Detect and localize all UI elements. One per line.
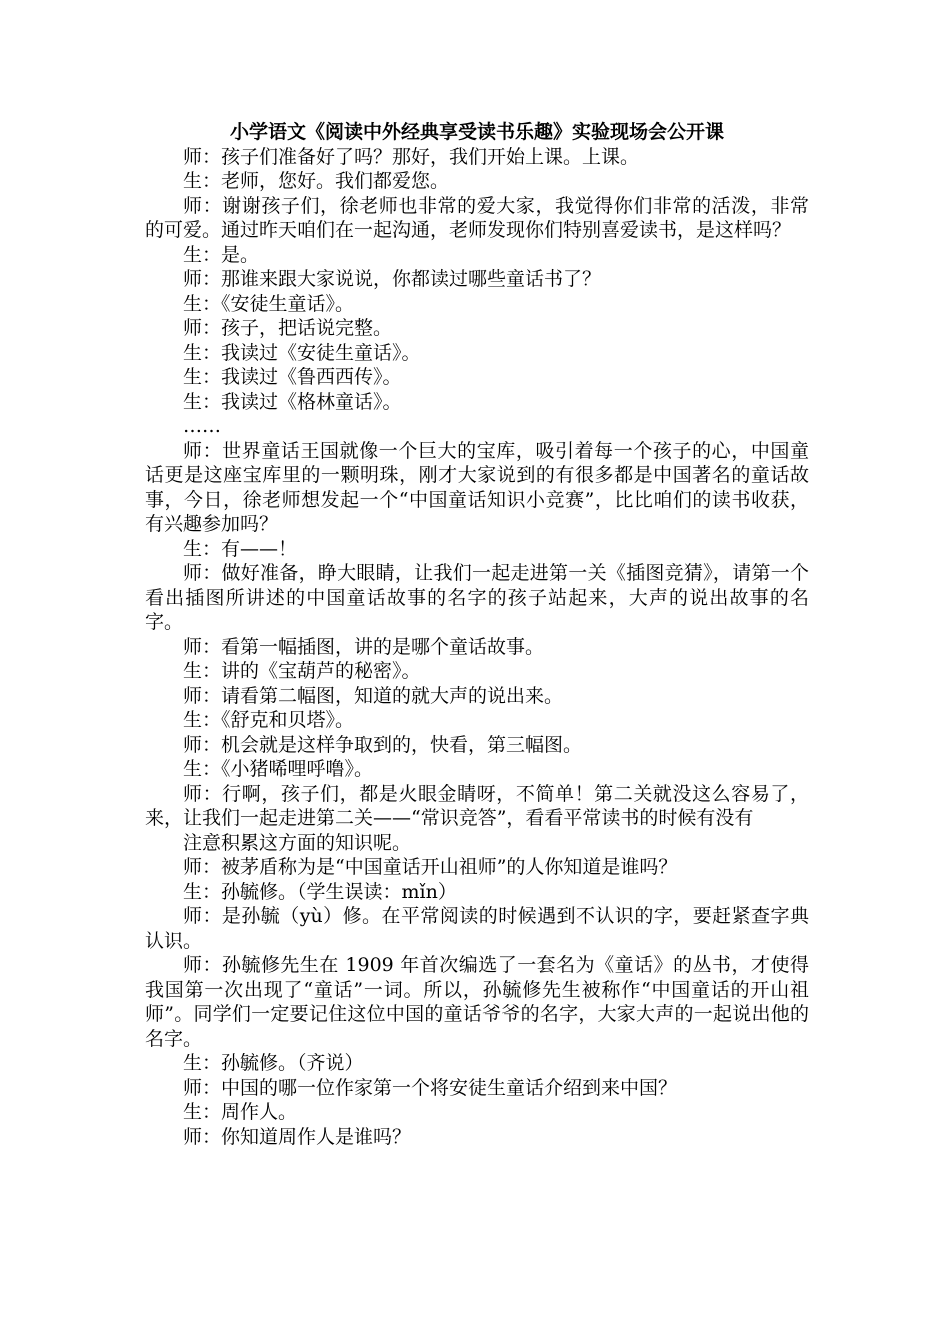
paragraph: 生：有——！ <box>183 537 298 560</box>
paragraph: 生：周作人。 <box>183 1101 298 1123</box>
paragraph: 生：《安徒生童话》。 <box>183 292 355 315</box>
document-title: 小学语文《阅读中外经典享受读书乐趣》实验现场会公开课 <box>229 121 724 143</box>
document-page <box>145 120 809 1149</box>
paragraph: 师：看第一幅插图，讲的是哪个童话故事。 <box>183 635 545 658</box>
paragraph: 生：是。 <box>183 243 260 266</box>
paragraph: 师：行啊，孩子们，都是火眼金睛呀，不简单！第二关就没这么容易了，来，让我们一起走进第二关——“常识竞答”，看看平常读书的时候有没有 <box>145 782 809 829</box>
paragraph: 师：那谁来跟大家说说，你都读过哪些童话书了？ <box>183 268 602 290</box>
paragraph: 生：我读过《格林童话》。 <box>183 390 402 413</box>
paragraph: 师：你知道周作人是谁吗？ <box>183 1125 412 1148</box>
paragraph: 师：孩子们准备好了吗？那好，我们开始上课。上课。 <box>183 145 640 168</box>
paragraph: 师：谢谢孩子们，徐老师也非常的爱大家，我觉得你们非常的活泼，非常的可爱。通过昨天咱们在一起沟通，老师发现你们特别喜爱读书，是这样吗？ <box>145 194 809 241</box>
paragraph: 师：中国的哪一位作家第一个将安徒生童话介绍到来中国？ <box>183 1076 678 1099</box>
paragraph: 生：孙毓修。（学生误读：mǐn） <box>183 880 457 903</box>
paragraph: 生：《舒克和贝塔》。 <box>183 709 355 731</box>
paragraph: 师：世界童话王国就像一个巨大的宝库，吸引着每一个孩子的心，中国童话更是这座宝库里的一颗明珠，刚才大家说到的有很多都是中国著名的童话故事，今日，徐老师想发起一个“中国童话知识小竞赛”，比比咱们的读书收获，有兴趣参加吗？ <box>145 439 809 535</box>
paragraph: 生：讲的《宝葫芦的秘密》。 <box>183 660 421 682</box>
paragraph: 生：我读过《安徒生童话》。 <box>183 341 421 364</box>
paragraph: 师：孙毓修先生在 1909 年首次编选了一套名为《童话》的丛书，才使得我国第一次出现了“童话”一词。所以，孙毓修先生被称作“中国童话的开山祖师”。同学们一定要记住这位中国的童话爷爷的名字，大家大声的一起说出他的名字。 <box>145 954 809 1050</box>
paragraph: 生：我读过《鲁西西传》。 <box>183 366 402 388</box>
paragraph: 师：机会就是这样争取到的，快看，第三幅图。 <box>183 733 583 756</box>
paragraph: 师：是孙毓（yù）修。在平常阅读的时候遇到不认识的字，要赶紧查字典认识。 <box>145 905 809 952</box>
paragraph-continuation: 注意积累这方面的知识呢。 <box>183 831 412 854</box>
paragraph: 生：《小猪唏哩呼噜》。 <box>183 758 374 780</box>
paragraph: 师：请看第二幅图，知道的就大声的说出来。 <box>183 684 564 707</box>
paragraph: 师：做好准备，睁大眼睛，让我们一起走进第一关《插图竞猜》，请第一个看出插图所讲述的中国童话故事的名字的孩子站起来，大声的说出故事的名字。 <box>145 562 809 633</box>
paragraph: 师：孩子，把话说完整。 <box>183 317 393 339</box>
paragraph: 生：老师，您好。我们都爱您。 <box>183 170 450 192</box>
paragraph: 生：孙毓修。（齐说） <box>183 1052 364 1074</box>
ellipsis-line: …… <box>183 415 221 437</box>
paragraph: 师：被茅盾称为是“中国童话开山祖师”的人你知道是谁吗？ <box>183 856 678 878</box>
